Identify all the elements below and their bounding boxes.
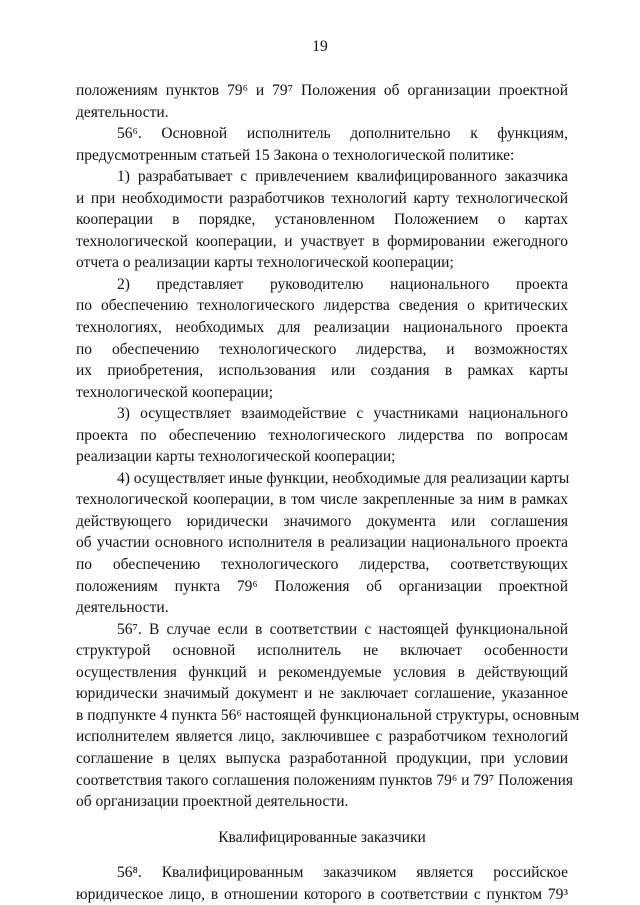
spacer bbox=[76, 813, 568, 827]
paragraph bbox=[76, 403, 568, 468]
text-line: 1) разрабатывает с привлечением квалифицированного заказчика bbox=[117, 168, 568, 186]
text-line: 56⁸. Квалифицированным заказчиком является российское bbox=[117, 864, 568, 882]
text-line: 56⁶. Основной исполнитель дополнительно к функциям, bbox=[117, 125, 568, 143]
text-line: в подпункте 4 пункта 56⁶ настоящей функциональной структуры, основным bbox=[76, 706, 580, 724]
text-line: соглашение в целях выпуска разработанной продукции, при условии bbox=[76, 749, 568, 767]
section-heading: Квалифицированные заказчики bbox=[218, 828, 426, 846]
paragraph bbox=[76, 619, 580, 813]
text-line: технологической кооперации; bbox=[76, 383, 274, 401]
text-line: 56⁷. В случае если в соответствии с настоящей функциональной bbox=[117, 620, 568, 638]
text-line: технологиях, необходимых для реализации национального проекта bbox=[76, 319, 568, 337]
page-number: 19 bbox=[312, 38, 328, 55]
text-line: по обеспечению технологического лидерства, соответствующих bbox=[76, 556, 568, 574]
text-line: действующего юридически значимого документа или соглашения bbox=[76, 512, 568, 530]
text-line: 4) осуществляет иные функции, необходимые для реализации карты bbox=[117, 469, 570, 487]
paragraphs-before-heading bbox=[76, 80, 580, 813]
text-line: проекта по обеспечению технологического лидерства по вопросам bbox=[76, 426, 568, 444]
text-line: кооперации в порядке, установленном Положением о картах bbox=[76, 211, 568, 229]
paragraph bbox=[76, 468, 568, 619]
paragraph bbox=[76, 123, 568, 166]
spacer bbox=[76, 848, 568, 862]
text-line: деятельности. bbox=[76, 103, 169, 121]
text-line: 2) представляет руководителю национального проекта bbox=[117, 275, 568, 293]
paragraph bbox=[76, 862, 568, 905]
text-line: юридическое лицо, в отношении которого в соответствии с пунктом 79³ bbox=[76, 885, 568, 903]
text-line: деятельности. bbox=[76, 599, 169, 617]
text-line: об участии основного исполнителя в реализации национального проекта bbox=[76, 534, 568, 552]
text-line: по обеспечению технологического лидерства сведения о критических bbox=[76, 297, 568, 315]
text-line: их приобретения, использования или создания в рамках карты bbox=[76, 362, 568, 380]
paragraph bbox=[76, 80, 568, 123]
text-line: положениям пунктов 79⁶ и 79⁷ Положения об организации проектной bbox=[76, 82, 568, 99]
paragraph bbox=[76, 274, 568, 403]
text-line: 3) осуществляет взаимодействие с участниками национального bbox=[117, 405, 568, 423]
text-line: реализации карты технологической кооперации; bbox=[76, 448, 396, 466]
text-line: предусмотренным статьей 15 Закона о технологической политике: bbox=[76, 146, 515, 164]
text-line: структурой основной исполнитель не включает особенности bbox=[76, 642, 568, 660]
text-line: технологической кооперации, в том числе закрепленные за ним в рамках bbox=[76, 491, 568, 509]
text-line: отчета о реализации карты технологической кооперации; bbox=[76, 254, 454, 272]
text-line: юридически значимый документ и не заключает соглашение, указанное bbox=[76, 685, 568, 703]
text-line: об организации проектной деятельности. bbox=[76, 793, 349, 811]
text-line: положениям пункта 79⁶ Положения об организации проектной bbox=[76, 577, 568, 595]
text-line: исполнителем является лицо, заключившее с разработчиком технологий bbox=[76, 728, 568, 746]
paragraphs-after-heading bbox=[76, 862, 568, 905]
document-body bbox=[76, 80, 580, 905]
text-line: соответствия такого соглашения положениям пунктов 79⁶ и 79⁷ Положения bbox=[76, 771, 574, 789]
text-line: технологической кооперации, и участвует в формировании ежегодного bbox=[76, 232, 568, 250]
text-line: и при необходимости разработчиков технологий карту технологической bbox=[76, 189, 568, 207]
paragraph bbox=[76, 166, 568, 274]
text-line: осуществления функций и рекомендуемые условия в действующий bbox=[76, 663, 568, 681]
text-line: по обеспечению технологического лидерства, и возможностях bbox=[76, 340, 568, 358]
